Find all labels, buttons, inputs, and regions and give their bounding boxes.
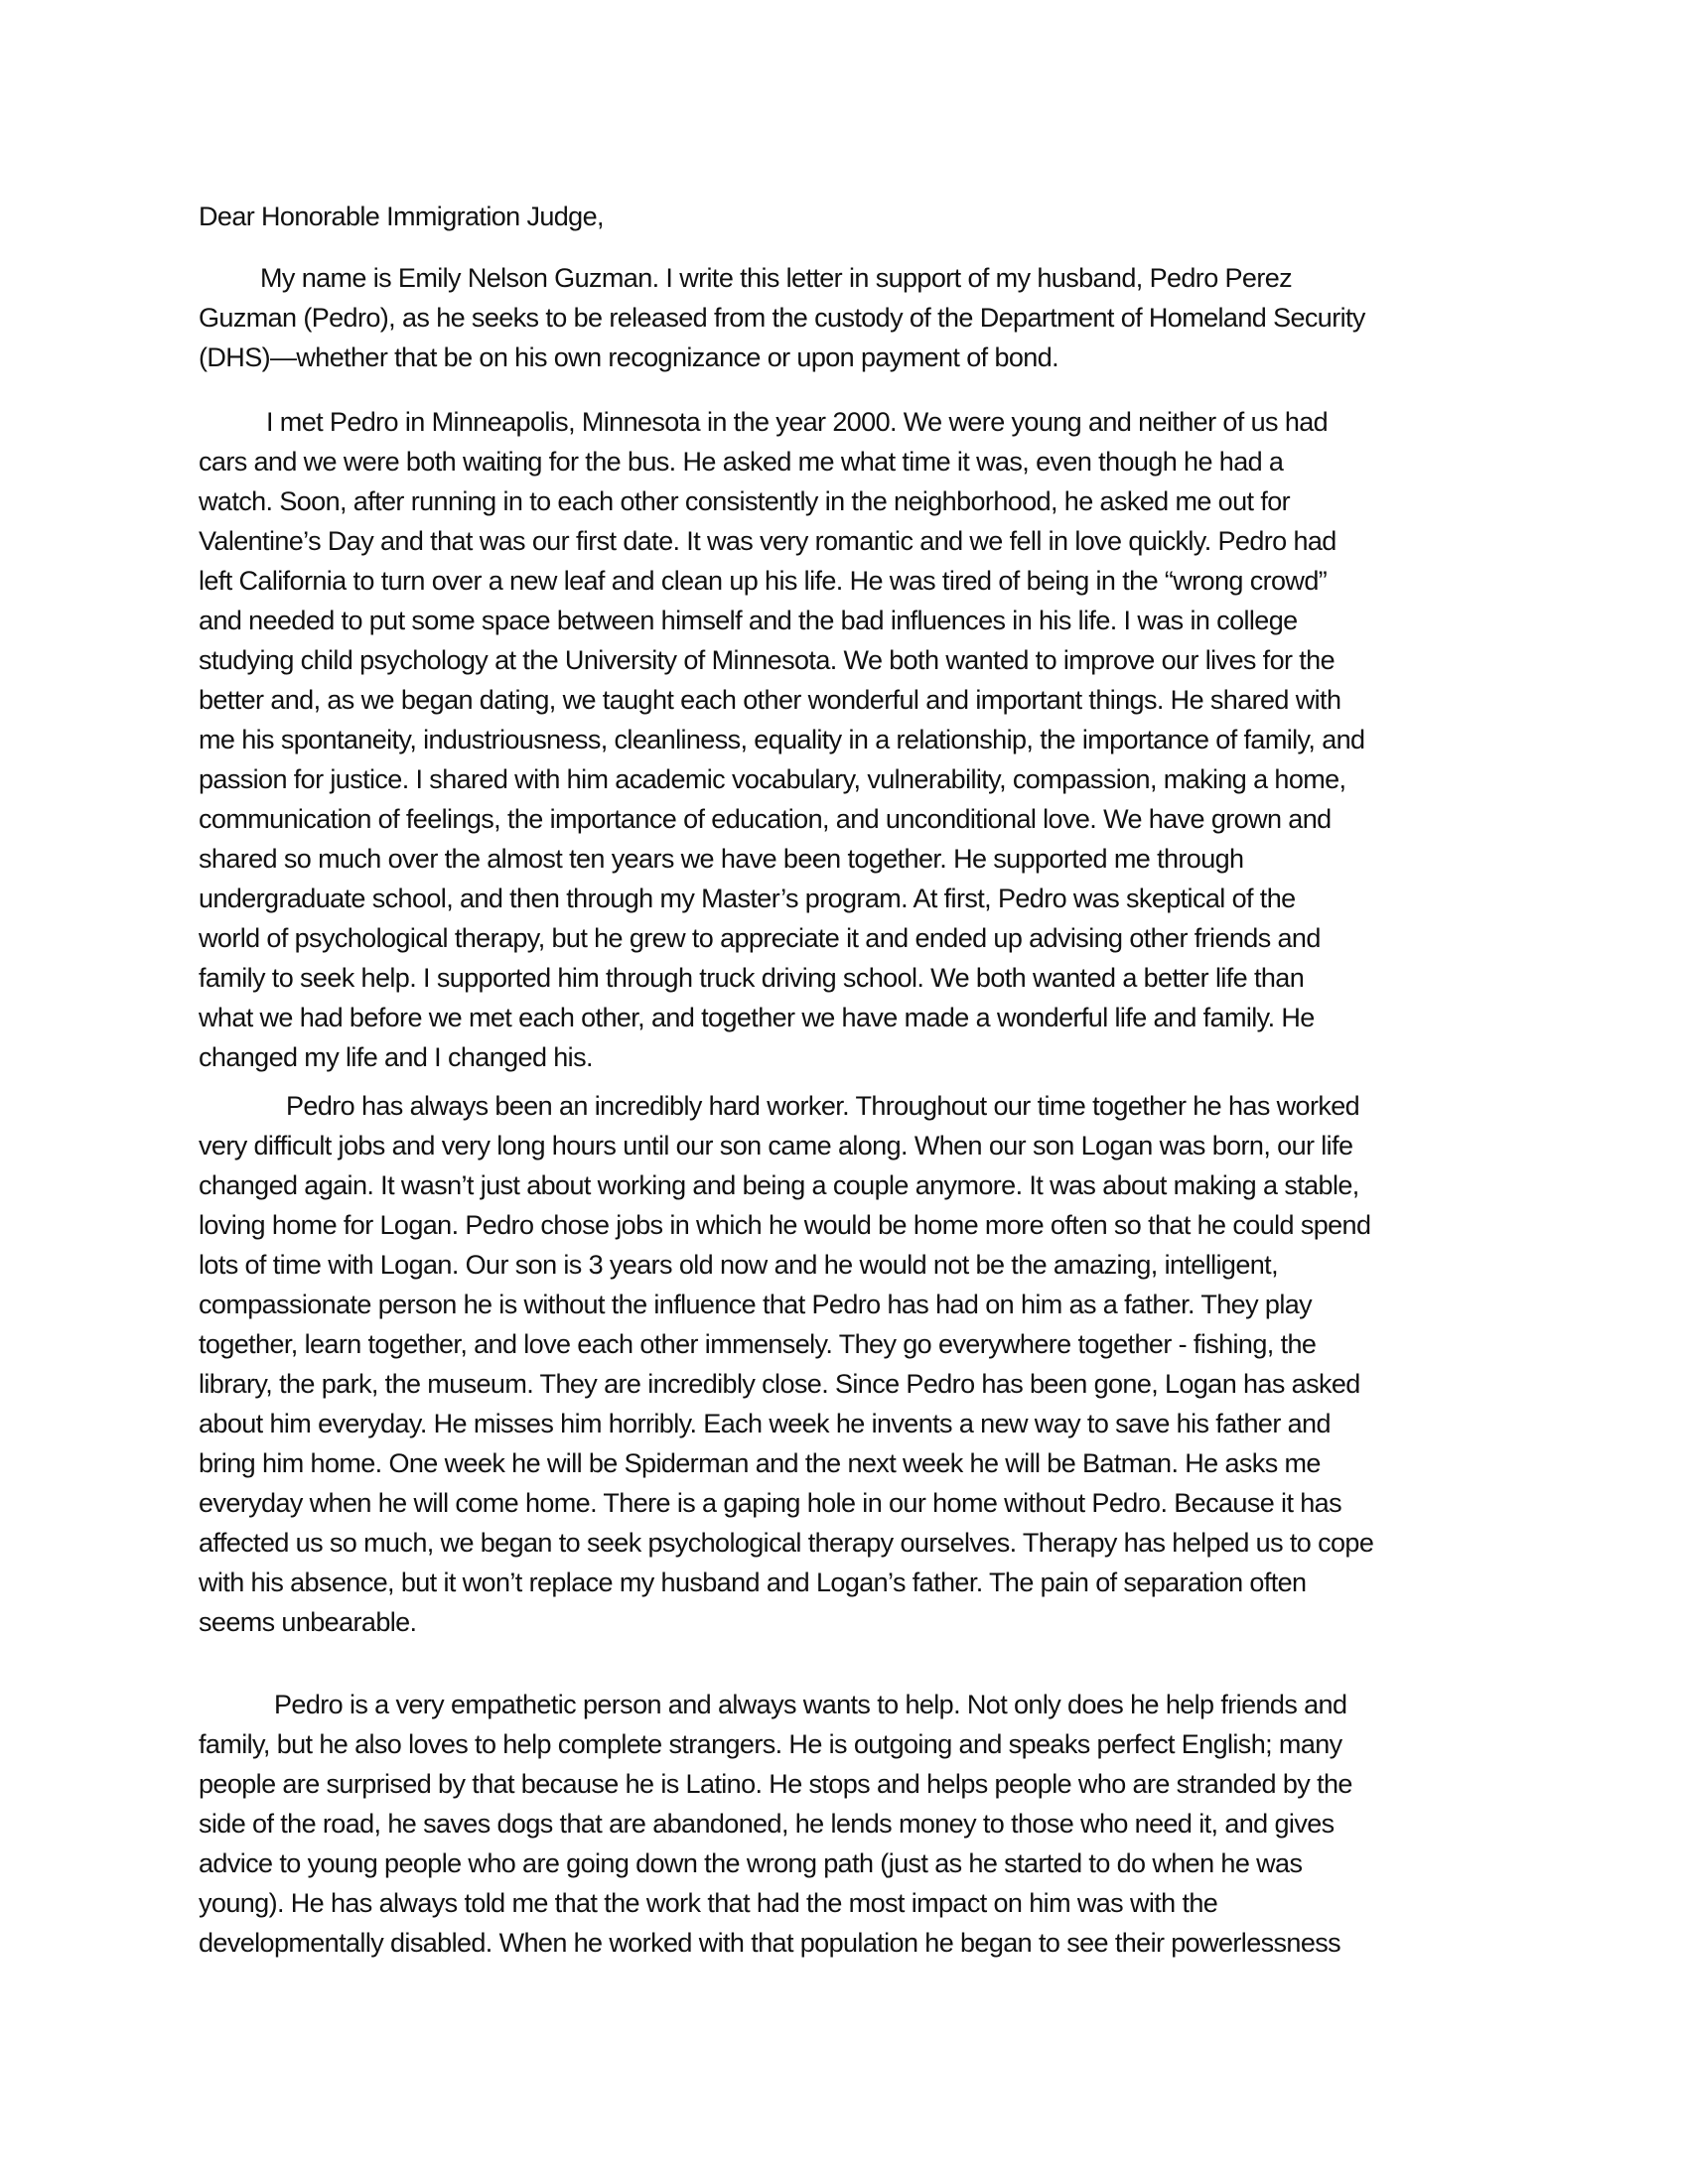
- paragraph-line: My name is Emily Nelson Guzman. I write this letter in support of my husband, Pedro Perez: [260, 263, 1293, 293]
- paragraph-line: passion for justice. I shared with him academic vocabulary, vulnerability, compassion, making a home,: [199, 764, 1346, 794]
- paragraph-line: everyday when he will come home. There is a gaping hole in our home without Pedro. Because it has: [199, 1488, 1341, 1518]
- paragraph-line: Pedro is a very empathetic person and always wants to help. Not only does he help friends and: [274, 1690, 1347, 1719]
- paragraph-line: bring him home. One week he will be Spiderman and the next week he will be Batman. He asks me: [199, 1448, 1321, 1478]
- paragraph-line: shared so much over the almost ten years we have been together. He supported me through: [199, 844, 1244, 874]
- paragraph-line: world of psychological therapy, but he grew to appreciate it and ended up advising other friends and: [199, 923, 1321, 953]
- paragraph-line: and needed to put some space between himself and the bad influences in his life. I was in college: [199, 606, 1298, 635]
- paragraph-line: left California to turn over a new leaf and clean up his life. He was tired of being in the “wrong crowd”: [199, 566, 1328, 596]
- paragraph-line: studying child psychology at the University of Minnesota. We both wanted to improve our lives for the: [199, 645, 1336, 675]
- paragraph-line: family to seek help. I supported him through truck driving school. We both wanted a better life than: [199, 963, 1305, 993]
- paragraph-line: I met Pedro in Minneapolis, Minnesota in the year 2000. We were young and neither of us had: [266, 407, 1329, 437]
- paragraph-line: watch. Soon, after running in to each other consistently in the neighborhood, he asked me out for: [199, 486, 1291, 516]
- paragraph-line: people are surprised by that because he is Latino. He stops and helps people who are stranded by the: [199, 1769, 1352, 1799]
- paragraph-line: cars and we were both waiting for the bus. He asked me what time it was, even though he had a: [199, 447, 1284, 477]
- paragraph-line: side of the road, he saves dogs that are abandoned, he lends money to those who need it, and gives: [199, 1809, 1335, 1839]
- paragraph-line: young). He has always told me that the work that had the most impact on him was with the: [199, 1888, 1218, 1918]
- paragraph-line: Guzman (Pedro), as he seeks to be released from the custody of the Department of Homeland Security: [199, 303, 1365, 333]
- paragraph-line: loving home for Logan. Pedro chose jobs in which he would be home more often so that he could spend: [199, 1210, 1371, 1240]
- paragraph-line: seems unbearable.: [199, 1607, 417, 1637]
- paragraph-line: developmentally disabled. When he worked with that population he began to see their powerlessness: [199, 1928, 1341, 1958]
- paragraph-line: library, the park, the museum. They are incredibly close. Since Pedro has been gone, Logan has asked: [199, 1369, 1360, 1399]
- paragraph-line: about him everyday. He misses him horribly. Each week he invents a new way to save his father and: [199, 1409, 1331, 1438]
- paragraph-line: changed my life and I changed his.: [199, 1042, 593, 1072]
- paragraph-line: affected us so much, we began to seek psychological therapy ourselves. Therapy has helped us to cope: [199, 1528, 1374, 1558]
- paragraph-line: lots of time with Logan. Our son is 3 years old now and he would not be the amazing, intelligent,: [199, 1250, 1278, 1280]
- paragraph-line: what we had before we met each other, and together we have made a wonderful life and family. He: [199, 1003, 1315, 1032]
- paragraph-line: family, but he also loves to help complete strangers. He is outgoing and speaks perfect English; many: [199, 1729, 1342, 1759]
- paragraph-line: Pedro has always been an incredibly hard worker. Throughout our time together he has worked: [286, 1091, 1360, 1121]
- paragraph-line: communication of feelings, the importance of education, and unconditional love. We have grown and: [199, 804, 1332, 834]
- paragraph-line: (DHS)—whether that be on his own recognizance or upon payment of bond.: [199, 342, 1059, 372]
- paragraph-line: advice to young people who are going down the wrong path (just as he started to do when he was: [199, 1848, 1303, 1878]
- paragraph-line: undergraduate school, and then through my Master’s program. At first, Pedro was skeptical of the: [199, 884, 1296, 913]
- paragraph-line: Valentine’s Day and that was our first date. It was very romantic and we fell in love quickly. Pedro had: [199, 526, 1336, 556]
- paragraph-line: with his absence, but it won’t replace my husband and Logan’s father. The pain of separation often: [199, 1568, 1307, 1597]
- salutation: Dear Honorable Immigration Judge,: [199, 202, 604, 231]
- paragraph-line: compassionate person he is without the influence that Pedro has had on him as a father. They play: [199, 1290, 1313, 1319]
- paragraph-line: me his spontaneity, industriousness, cleanliness, equality in a relationship, the importance of family, and: [199, 725, 1365, 754]
- paragraph-line: together, learn together, and love each other immensely. They go everywhere together - fishing, the: [199, 1329, 1317, 1359]
- paragraph-line: very difficult jobs and very long hours until our son came along. When our son Logan was born, our life: [199, 1131, 1353, 1160]
- paragraph-line: changed again. It wasn’t just about working and being a couple anymore. It was about making a stable,: [199, 1170, 1359, 1200]
- paragraph-line: better and, as we began dating, we taught each other wonderful and important things. He shared with: [199, 685, 1341, 715]
